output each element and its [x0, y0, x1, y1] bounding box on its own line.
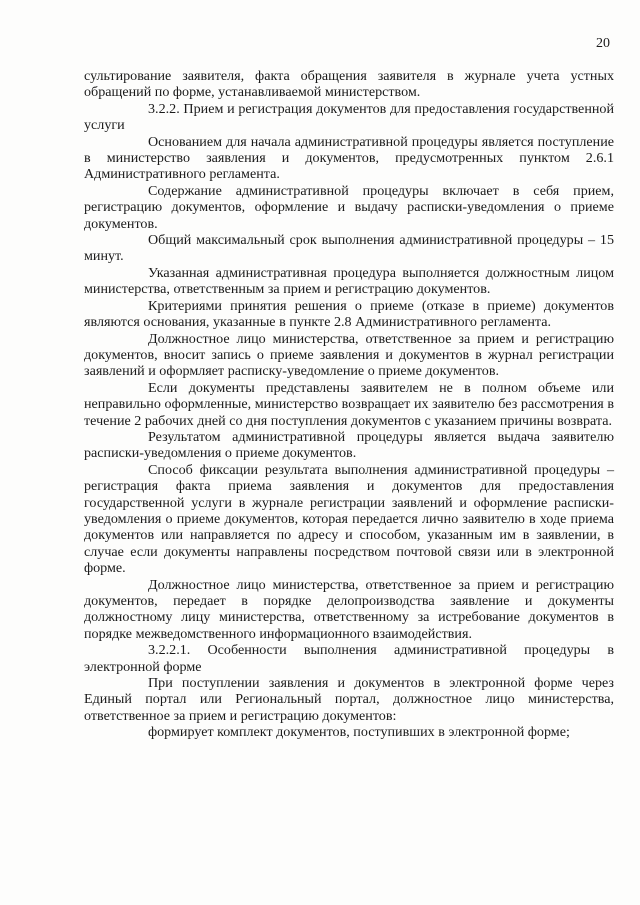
page-number: 20: [596, 36, 610, 51]
paragraph: Указанная административная процедура выполняется должностным лицом министерства, ответственным за прием и регистрацию документов.: [84, 264, 614, 298]
paragraph: Критериями принятия решения о приеме (отказе в приеме) документов являются основания, указанные в пункте 2.8 Административного регламента.: [84, 297, 614, 331]
paragraph: Общий максимальный срок выполнения административной процедуры – 15 минут.: [84, 232, 614, 265]
paragraph: Должностное лицо министерства, ответственное за прием и регистрацию документов, передает в порядке делопроизводства заявление и документы должностному лицу министерства, ответственному за истребование документов в порядке межведомственного информационного взаимодействия.: [84, 576, 614, 642]
paragraph: Результатом административной процедуры является выдача заявителю расписки-уведомления о приеме документов.: [84, 428, 614, 462]
paragraph: Содержание административной процедуры включает в себя прием, регистрацию документов, оформление и выдачу расписки-уведомления о приеме документов.: [84, 182, 614, 232]
section-heading-3-2-2: 3.2.2. Прием и регистрация документов для предоставления государственной услуги: [84, 100, 614, 134]
paragraph: Основанием для начала административной процедуры является поступление в министерство заявления и документов, предусмотренных пунктом 2.6.1 Административного регламента.: [84, 133, 614, 183]
paragraph-continuation: сультирование заявителя, факта обращения заявителя в журнале учета устных обращений по форме, устанавливаемой министерством.: [84, 68, 614, 101]
section-heading-3-2-2-1: 3.2.2.1. Особенности выполнения административной процедуры в электронной форме: [84, 642, 614, 675]
paragraph: Способ фиксации результата выполнения административной процедуры – регистрация факта приема заявления и документов для предоставления государственной услуги в журнале регистрации заявлений и оформление расписки-уведомления о приеме документов, которая передается лично заявителю в ходе приема документов или направляется по адресу и способом, указанным им в заявлении, в случае если документы направлены посредством почтовой связи или в электронной форме.: [84, 461, 614, 577]
paragraph: При поступлении заявления и документов в электронной форме через Единый портал или Региональный портал, должностное лицо министерства, ответственное за прием и регистрацию документов:: [84, 675, 614, 724]
document-body: [84, 68, 614, 741]
paragraph: формирует комплект документов, поступивших в электронной форме;: [148, 724, 570, 741]
paragraph: Если документы представлены заявителем не в полном объеме или неправильно оформленные, министерство возвращает их заявителю без рассмотрения в течение 2 рабочих дней со дня поступления документов с указанием причины возврата.: [84, 379, 614, 429]
paragraph: Должностное лицо министерства, ответственное за прием и регистрацию документов, вносит запись о приеме заявления и документов в журнал регистрации заявлений и оформляет расписку-уведомление о приеме документов.: [84, 330, 614, 380]
